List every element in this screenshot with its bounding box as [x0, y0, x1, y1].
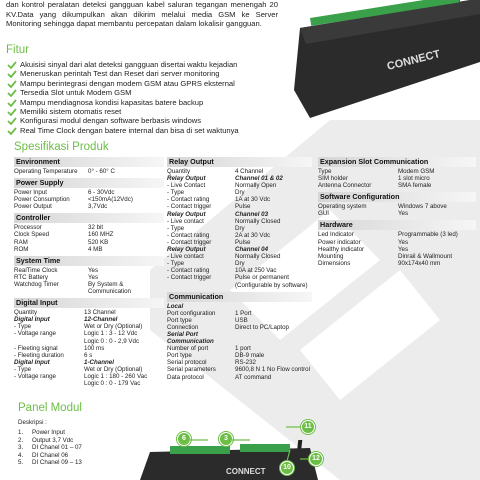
spec-row: ROM 4 MB [14, 245, 103, 253]
spec-column-2 [167, 157, 312, 381]
spec-row: Serial protocol RS-232 [167, 359, 256, 367]
panel-modul-title: Panel Modul [18, 402, 82, 414]
spec-row: - Contact trigger Pulse or permanent [167, 274, 289, 282]
check-icon [7, 99, 17, 107]
check-icon [7, 127, 17, 135]
spec-row: - Live contact Normally Closed [167, 253, 281, 261]
spec-row: GUI Yes [318, 210, 409, 218]
check-icon [7, 117, 17, 125]
spec-row: RTC Battery Yes [14, 273, 99, 281]
spec-row: Communication [88, 288, 131, 296]
spec-row: - Voltage range Logic 1 : 180 - 260 Vac [14, 372, 148, 380]
fitur-item: Mampu mendiagnosa kondisi kapasitas batere backup [6, 98, 306, 107]
device-product-image [280, 0, 480, 120]
spec-row: - Contact trigger Pulse [167, 203, 251, 211]
spec-row: Local [167, 302, 184, 310]
description-item: 2. Output 3,7 Vdc [18, 436, 74, 444]
fitur-list [6, 60, 306, 135]
spec-row: Serial Port Communication [167, 330, 214, 346]
fitur-item: Tersedia Slot untuk Modem GSM [6, 88, 306, 97]
fitur-title: Fitur [6, 44, 29, 56]
spec-row: Power Output 3,7Vdc [14, 203, 108, 211]
check-icon [7, 61, 17, 69]
spec-row: Relay Output Channel 01 & 02 [167, 175, 283, 183]
spec-row: Mounting Dinrail & Wallmount [318, 252, 453, 260]
spec-row: Operating system Windows 7 above [318, 203, 447, 211]
spec-row: - Voltage range Logic 1 : 3 - 12 Vdc [14, 330, 138, 338]
spec-column-3 [318, 157, 476, 267]
spec-row: - Type Wet or Dry (Optional) [14, 365, 143, 373]
software-config-heading: Software Configuration [318, 192, 476, 202]
panel-description [18, 419, 82, 466]
environment-heading: Environment [14, 157, 164, 167]
callout-10: 10 [280, 461, 294, 475]
check-icon [7, 70, 17, 78]
spec-row: - Contact rating 2A at 30 Vdc [167, 231, 271, 239]
spec-row: Power Input 6 - 30Vdc [14, 189, 115, 197]
spec-row: Digital Input 12-Channel [14, 316, 118, 324]
digital-input-heading: Digital Input [14, 298, 164, 308]
callout-6: 6 [177, 432, 191, 446]
communication-heading: Communication [167, 292, 312, 302]
fitur-item: Real Time Clock dengan batere internal dan bisa di set waktunya [6, 126, 306, 135]
intro-paragraph: dan kontrol peralatan deteksi gangguan kabel saluran tegangan menengah 20 KV.Data yang dikumpulkan akan dikirim melalui media GSM ke Server Monitoring sehingga dapat membantu percepatan dalam lokalisir gangguan. [6, 0, 278, 29]
controller-heading: Controller [14, 213, 164, 223]
spec-column-1 [14, 157, 164, 387]
spec-row: Power Consumption <150mA(12Vdc) [14, 196, 133, 204]
spec-row: RealTime Clock Yes [14, 266, 99, 274]
relay-output-heading: Relay Output [167, 157, 312, 167]
device-brand-label: CONNECT [385, 48, 442, 73]
callout-3: 3 [219, 432, 233, 446]
spec-row: Processor 32 bit [14, 224, 104, 232]
fitur-item: Meneruskan perintah Test dan Reset dari server monitoring [6, 69, 306, 78]
spec-row: Port type USB [167, 316, 248, 324]
description-item: 5. DI Chanel 09 – 13 [18, 459, 82, 467]
spec-row: - Fleeting signal 100 ms [14, 344, 105, 352]
spec-row: Operating Temperature 0° - 60° C [14, 168, 115, 175]
spec-row: Connection Direct to PC/Laptop [167, 323, 289, 331]
spec-row: - Live Contact Normally Open [167, 182, 277, 190]
spec-row: Relay Output Channel 03 [167, 210, 269, 218]
callout-11: 11 [301, 420, 315, 434]
spec-row: Logic 0 : 0 - 2,9 Vdc [84, 337, 140, 345]
check-icon [7, 89, 17, 97]
spec-row: - Type Dry [167, 224, 245, 232]
spec-row: - Type Dry [167, 189, 245, 197]
check-icon [7, 80, 17, 88]
power-supply-heading: Power Supply [14, 178, 164, 188]
description-item: 1. Power Input [18, 429, 66, 437]
spec-row: Digital Input 1-Channel [14, 358, 114, 366]
spec-row: Relay Output Channel 04 [167, 246, 269, 254]
spec-row: Watchdog Timer By System & [14, 280, 124, 288]
spec-row: SIM holder 1 slot micro [318, 175, 430, 183]
spec-row: Port configuration 1 Port [167, 309, 252, 317]
spec-row: Power indicator Yes [318, 238, 409, 246]
spec-row: - Contact rating 10A at 250 Vac [167, 267, 277, 275]
spec-row: RAM 520 KB [14, 238, 109, 246]
fitur-item: Akuisisi sinyal dari alat deteksi gangguan disertai waktu kejadian [6, 60, 306, 69]
hardware-heading: Hardware [318, 220, 476, 230]
spesifikasi-title: Spesifikasi Produk [14, 141, 109, 153]
description-label: Deskripsi : [18, 419, 47, 426]
fitur-item: Mampu berintegrasi dengan modem GSM atau GPRS eksternal [6, 79, 306, 88]
spec-row: Port type DB-9 male [167, 352, 265, 360]
spec-row: - Live contact Normally Closed [167, 217, 281, 225]
spec-row: (Configurable by software) [235, 281, 308, 289]
callout-12: 12 [309, 452, 323, 466]
spec-row: Logic 0 : 0 - 179 Vac [84, 380, 141, 388]
spec-row: Number of port 1 port [167, 345, 251, 353]
fitur-item: Memiliki sistem otomatis reset [6, 107, 306, 116]
system-time-heading: System Time [14, 256, 164, 266]
spec-row: Type Modem GSM [318, 168, 435, 175]
expansion-slot-heading: Expansion Slot Communication [318, 157, 476, 167]
description-item: 4. DI Chanel 06 [18, 451, 69, 459]
description-item: 3. DI Chanel 01 – 07 [18, 444, 82, 452]
spec-row: Clock Speed 160 MHZ [14, 231, 114, 239]
spec-row: Quantity 13 Channel [14, 309, 116, 317]
fitur-item: Konfigurasi modul dengan software berbasis windows [6, 116, 306, 125]
spec-row: Healthy indicator Yes [318, 245, 409, 253]
spec-row: Serial parameters 9600,8 N 1 No Flow control [167, 366, 310, 374]
spec-row: Dimensions 90x174x40 mm [318, 259, 441, 267]
spec-row: Data protocol AT command [167, 373, 272, 381]
spec-row: - Type Wet or Dry (Optional) [14, 323, 143, 331]
spec-row: Quantity 4 Channel [167, 168, 264, 175]
spec-row: - Contact trigger Pulse [167, 238, 251, 246]
check-icon [7, 108, 17, 116]
spec-row: Led Indicator Programmable (3 led) [318, 231, 458, 239]
spec-row: - Contact rating 1A at 30 Vdc [167, 196, 271, 204]
spec-row: - Type Dry [167, 260, 245, 268]
spec-row: - Fleeting duration 6 s [14, 351, 93, 359]
spec-row: Antenna Connector SMA female [318, 182, 432, 190]
panel-device-brand: CONNECT [226, 467, 266, 476]
description-list [18, 429, 82, 466]
